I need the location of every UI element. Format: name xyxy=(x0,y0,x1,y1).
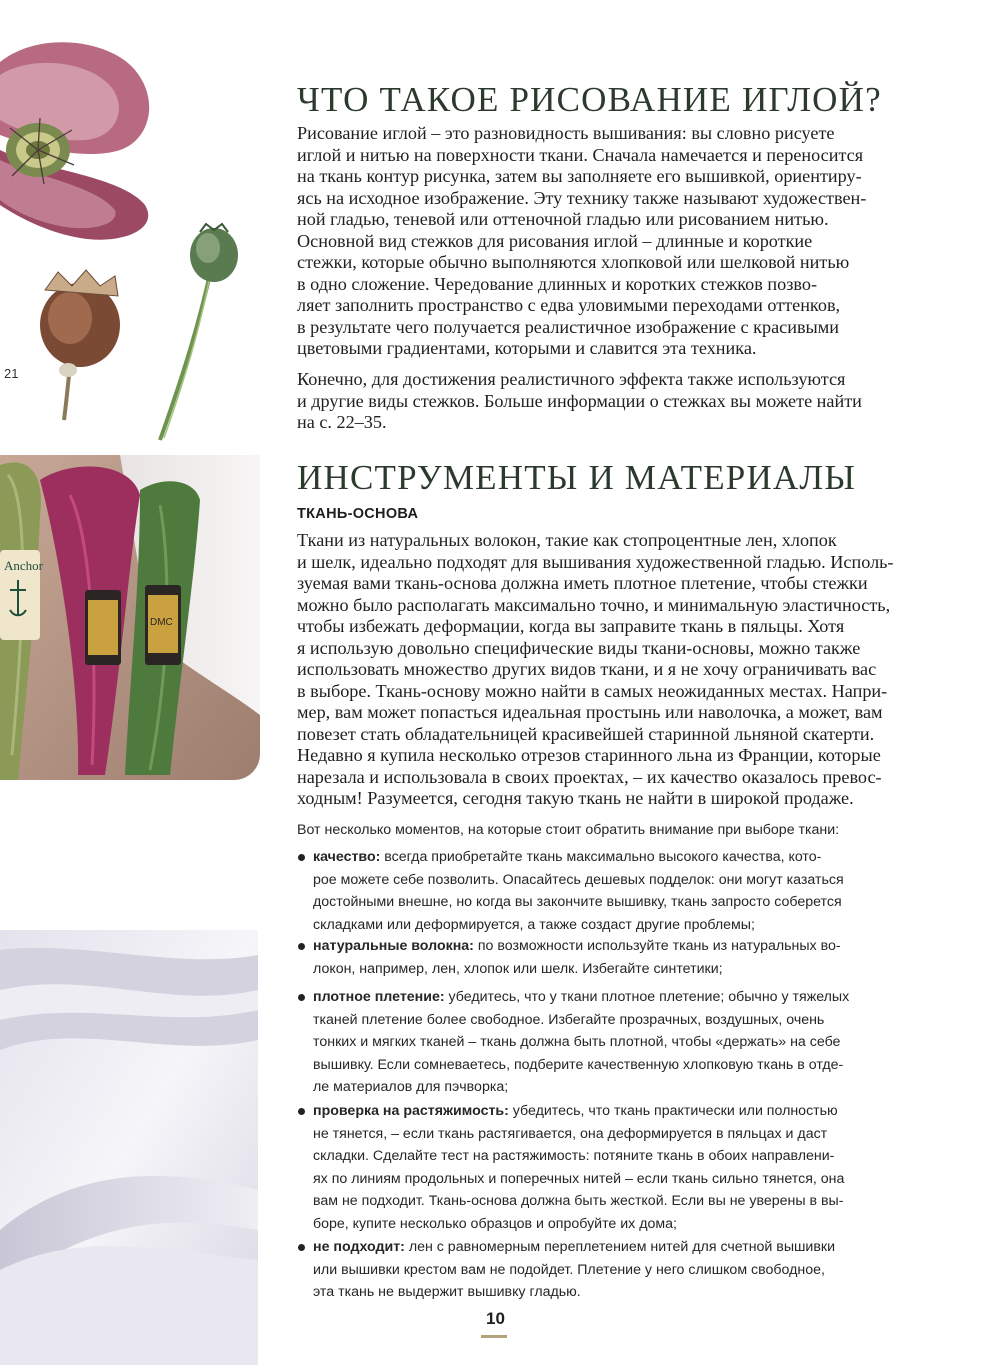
text-line: ной гладью, теневой или оттеночной гладью или рисованием нитью. xyxy=(297,209,829,229)
text-line: я использую довольно специфические виды ткани-основы, можно также xyxy=(297,637,861,658)
text-line: Ткани из натуральных волокон, такие как стопроцентные лен, хлопок xyxy=(297,530,837,550)
bullet-term: плотное плетение: xyxy=(313,989,445,1005)
text-line: зуемая вами ткань-основа должна иметь плотное плетение, чтобы стежки xyxy=(297,573,868,593)
heading-tools-and-materials: ИНСТРУМЕНТЫ И МАТЕРИАЛЫ xyxy=(297,458,857,497)
bullet-term: качество: xyxy=(313,849,381,865)
bullet-term: не подходит: xyxy=(313,1239,405,1255)
text-line: использовать множество других видов ткани, и я не хочу ограничивать вас xyxy=(297,659,877,679)
text-line xyxy=(313,1100,947,1123)
bullet-text: убедитесь, что у ткани плотное плетение; обычно у тяжелых xyxy=(444,989,850,1005)
text-line: ле материалов для пэчворка; xyxy=(313,1079,509,1096)
bullet-term: проверка на растяжимость: xyxy=(313,1103,509,1119)
text-line: нарезала и использовала в своих проектах, – их качество оказалось превос- xyxy=(297,766,882,787)
bullet-not-suitable xyxy=(297,1236,947,1304)
text-line: стежки, которые обычно выполняются хлопковой или шелковой нитью xyxy=(297,252,850,272)
bullet-body xyxy=(313,1100,947,1236)
page-number-rule xyxy=(481,1335,507,1338)
text-line: боре, купите несколько образцов и опробуйте их дома; xyxy=(313,1215,677,1232)
bullet-body xyxy=(313,846,947,936)
bullet-dot xyxy=(298,943,305,950)
text-line: вышивку. Если сомневаетесь, подберите качественную хлопковую ткань в отде- xyxy=(313,1056,844,1073)
text-line: цветовыми градиентами, которыми и славится эта техника. xyxy=(297,338,757,358)
text-line: и другие виды стежков. Больше информации о стежках вы можете найти xyxy=(297,390,862,411)
poppy-illustration xyxy=(0,0,250,450)
text-line: или вышивки крестом вам не подойдет. Плетение у него слишком свободное, xyxy=(313,1261,825,1278)
text-line: рое можете себе позволить. Опасайтесь дешевых подделок: они могут казаться xyxy=(313,871,844,888)
poppy-flower xyxy=(0,42,149,239)
bullet-text: по возможности используйте ткань из натуральных во- xyxy=(473,938,841,954)
poppy-dry-pod xyxy=(40,270,120,420)
skein-label-anchor: Anchor xyxy=(4,558,43,573)
bullet-stretch-test xyxy=(297,1100,947,1236)
text-line: тонких и мягких тканей – ткань должна быть плотной, чтобы «держать» на себе xyxy=(313,1034,841,1051)
bullet-text: всегда приобретайте ткань максимально высокого качества, кото- xyxy=(380,849,822,865)
bullet-text: убедитесь, что ткань практически или полностью xyxy=(508,1103,838,1119)
bullet-term: натуральные волокна: xyxy=(313,938,474,954)
text-line: чтобы избежать деформации, когда вы заправите ткань в пяльцы. Хотя xyxy=(297,616,845,636)
text-line: локон, например, лен, хлопок или шелк. Избегайте синтетики; xyxy=(313,960,723,977)
checklist-lead-text xyxy=(297,819,947,842)
text-line xyxy=(313,1236,947,1259)
bullet-quality xyxy=(297,846,947,936)
text-line: тканей плетение более свободное. Избегайте прозрачных, воздушных, очень xyxy=(313,1011,825,1028)
skein-label-dmc: DMC xyxy=(150,617,173,628)
text-line: Рисование иглой – это разновидность вышивания: вы словно рисуете xyxy=(297,123,835,143)
subheading-base-fabric: ТКАНЬ-ОСНОВА xyxy=(297,506,419,522)
bullet-dense-weave xyxy=(297,986,947,1099)
text-line xyxy=(313,846,947,869)
text-line: мер, вам может попасться идеальная простынь или наволочка, а может, вам xyxy=(297,702,883,722)
text-line: не тянется, – если ткань растягивается, она деформируется в пяльцах и даст xyxy=(313,1125,828,1142)
text-line xyxy=(313,986,947,1009)
text-line: Основной вид стежков для рисования иглой – длинные и короткие xyxy=(297,230,813,251)
bullet-dot xyxy=(298,1244,305,1251)
text-line: можно было располагать максимально точно, и минимальную эластичность, xyxy=(297,594,891,615)
text-line: эта ткань не выдержит вышивку гладью. xyxy=(313,1284,581,1301)
text-line: достойными внешне, но когда вы закончите вышивку, ткань запросто соберется xyxy=(313,894,842,911)
text-line: Вот несколько моментов, на которые стоит обратить внимание при выборе ткани: xyxy=(297,822,840,838)
bullet-body xyxy=(313,935,947,980)
text-line: Конечно, для достижения реалистичного эффекта также используются xyxy=(297,369,846,389)
base-fabric-paragraph xyxy=(297,530,937,810)
text-line: ясь на исходное изображение. Эту технику также называют художествен- xyxy=(297,187,867,208)
text-line: Недавно я купила несколько отрезов старинного льна из Франции, которые xyxy=(297,745,881,765)
intro-paragraph xyxy=(297,123,937,360)
poppy-seed-pod-stem xyxy=(160,224,238,440)
text-line: ляет заполнить пространство с едва уловимыми переходами оттенков, xyxy=(297,295,841,315)
embroidery-threads-photo xyxy=(0,455,260,780)
text-line: складки. Сделайте тест на растяжимость: потяните ткань в обоих направлени- xyxy=(313,1148,835,1165)
text-line xyxy=(313,935,947,958)
bullet-dot xyxy=(298,854,305,861)
sketch-number-label: 21 xyxy=(4,366,19,381)
text-line: вам не подходит. Ткань-основа должна быть жесткой. Если вы не уверены в вы- xyxy=(313,1193,844,1210)
text-line: иглой и нитью на поверхности ткани. Сначала намечается и переносится xyxy=(297,144,864,165)
page-number: 10 xyxy=(486,1309,505,1328)
text-line: складками или деформируется, а также создаст другие проблемы; xyxy=(313,916,755,933)
text-line: и шелк, идеально подходят для вышивания художественной гладью. Исполь- xyxy=(297,551,894,572)
bullet-dot xyxy=(298,994,305,1001)
bullet-body xyxy=(313,1236,947,1304)
bullet-dot xyxy=(298,1108,305,1115)
heading-what-is-needle-painting: ЧТО ТАКОЕ РИСОВАНИЕ ИГЛОЙ? xyxy=(297,80,882,119)
stitches-reference-paragraph xyxy=(297,369,937,434)
text-line: повезет стать обладательницей красивейшей старинной льняной скатерти. xyxy=(297,723,875,744)
bullet-body xyxy=(313,986,947,1099)
text-line: на ткань контур рисунка, затем вы заполняете его вышивкой, ориентиру- xyxy=(297,166,862,186)
text-line: ях по линиям продольных и поперечных нитей – если ткань сильно тянется, она xyxy=(313,1170,845,1187)
text-line: ходным! Разумеется, сегодня такую ткань не найти в широкой продаже. xyxy=(297,788,854,808)
text-line: в выборе. Ткань-основу можно найти в самых неожиданных местах. Напри- xyxy=(297,680,888,701)
text-line: в результате чего получается реалистичное изображение с красивыми xyxy=(297,316,839,337)
text-line: на с. 22–35. xyxy=(297,412,387,432)
bullet-natural-fibers xyxy=(297,935,947,980)
text-line: в одно сложение. Чередование длинных и коротких стежков позво- xyxy=(297,273,818,294)
white-fabric-photo xyxy=(0,930,258,1365)
bullet-text: лен с равномерным переплетением нитей для счетной вышивки xyxy=(404,1239,835,1255)
